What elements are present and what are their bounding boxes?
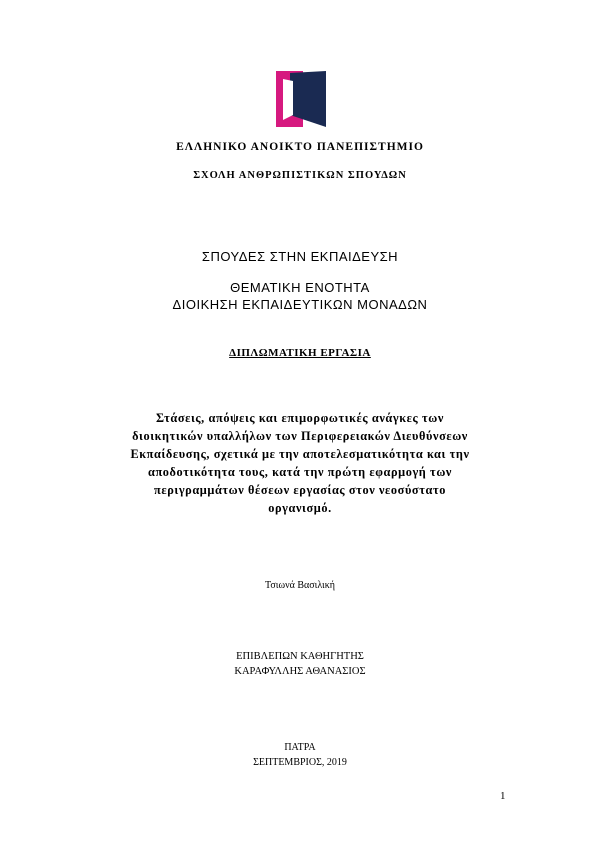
supervisor-label: ΕΠΙΒΛΕΠΩΝ ΚΑΘΗΓΗΤΗΣ [236, 651, 364, 662]
supervisor-name: ΚΑΡΑΦΥΛΛΗΣ ΑΘΑΝΑΣΙΟΣ [234, 666, 366, 677]
university-name: ΕΛΛΗΝΙΚΟ ΑΝΟΙΚΤΟ ΠΑΝΕΠΙΣΤΗΜΙΟ [176, 141, 424, 153]
title-line: Στάσεις, απόψεις και επιμορφωτικές ανάγκες των [156, 411, 444, 425]
page-number: 1 [500, 790, 506, 802]
logo-white-fold [283, 79, 293, 120]
logo-navy-inner [293, 80, 297, 115]
school-name: ΣΧΟΛΗ ΑΝΘΡΩΠΙΣΤΙΚΩΝ ΣΠΟΥΔΩΝ [193, 170, 407, 181]
date: ΣΕΠΤΕΜΒΡΙΟΣ, 2019 [253, 757, 347, 768]
title-line: διοικητικών υπαλλήλων των Περιφερειακών Διευθύνσεων [132, 429, 468, 443]
university-logo [276, 71, 326, 127]
title-line: Εκπαίδευσης, σχετικά με την αποτελεσματικότητα και την [130, 447, 470, 461]
title-line: περιγραμμάτων θέσεων εργασίας στον νεοσύστατο [154, 483, 446, 497]
place: ΠΑΤΡΑ [284, 742, 316, 753]
thematic-unit-name: ΔΙΟΙΚΗΣΗ ΕΚΠΑΙΔΕΥΤΙΚΩΝ ΜΟΝΑΔΩΝ [172, 297, 428, 312]
title-line: οργανισμό. [268, 501, 332, 515]
author-name: Τσιωνά Βασιλική [264, 580, 336, 591]
thesis-label: ΔΙΠΛΩΜΑΤΙΚΗ ΕΡΓΑΣΙΑ [229, 347, 371, 359]
thematic-unit-label: ΘΕΜΑΤΙΚΗ ΕΝΟΤΗΤΑ [230, 280, 370, 295]
thesis-title [110, 409, 490, 517]
program-name: ΣΠΟΥΔΕΣ ΣΤΗΝ ΕΚΠΑΙΔΕΥΣΗ [201, 249, 399, 264]
title-line: αποδοτικότητα τους, κατά την πρώτη εφαρμογή των [147, 465, 452, 479]
